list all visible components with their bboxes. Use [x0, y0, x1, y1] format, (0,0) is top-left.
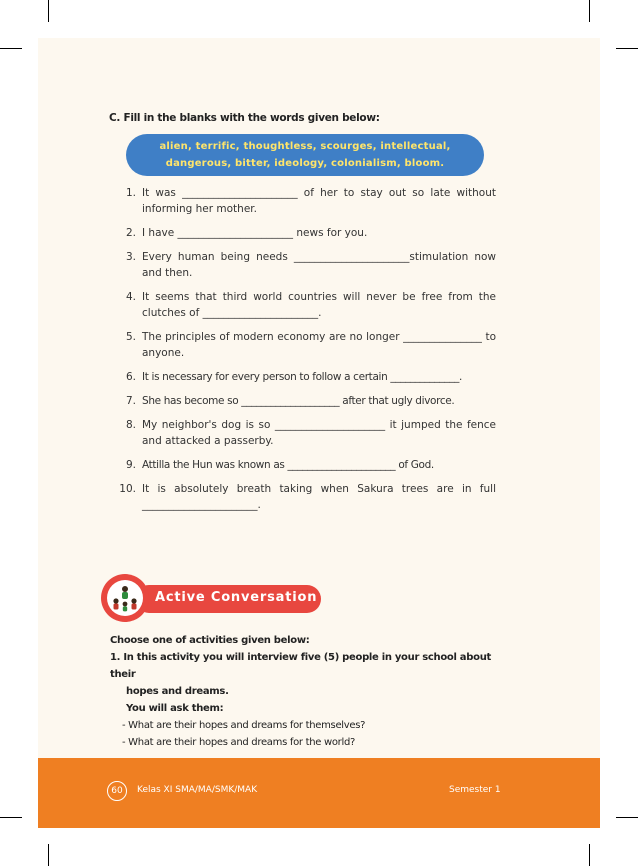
item-number: 7. [125, 395, 136, 407]
item-text: My neighbor's dog is so _____________________ it jumped the fence and attacked a passerby. [142, 419, 496, 447]
book-title: Kelas XI SMA/MA/SMK/MAK [137, 785, 258, 795]
item-text: Every human being needs ______________________stimulation now and then. [142, 251, 496, 279]
crop-mark [616, 48, 638, 49]
item-number: 9. [125, 459, 136, 471]
active-conversation-banner [135, 585, 321, 613]
semester-label: Semester 1 [449, 785, 501, 795]
item-number: 8. [125, 419, 136, 431]
item-number: 5. [125, 331, 136, 343]
question-1: - What are their hopes and dreams for themselves? [122, 720, 366, 731]
section-c-title: C. Fill in the blanks with the words given below: [109, 112, 380, 124]
choose-line: Choose one of activities given below: [110, 635, 310, 646]
list-item [114, 457, 496, 473]
conversation-instructions [110, 632, 502, 751]
list-item [114, 417, 496, 449]
item-text: She has become so ____________________ after that ugly divorce. [142, 395, 455, 407]
active-conversation-title: Active Conversation [155, 590, 318, 605]
active-conversation-badge [101, 574, 149, 622]
exercise-list [114, 185, 496, 521]
activity-1: 1. In this activity you will interview five (5) people in your school about their [110, 652, 491, 680]
crop-mark [48, 0, 49, 22]
item-text: The principles of modern economy are no longer _______________ to anyone. [142, 331, 496, 359]
list-item [114, 185, 496, 217]
item-text: It was ______________________ of her to stay out so late without informing her mother. [142, 187, 496, 215]
list-item [114, 393, 496, 409]
crop-mark [48, 844, 49, 866]
activity-1-cont: hopes and dreams. [126, 686, 229, 697]
crop-mark [589, 0, 590, 22]
item-number: 3. [125, 251, 136, 263]
list-item [114, 481, 496, 513]
question-2: - What are their hopes and dreams for the world? [122, 737, 356, 748]
list-item [114, 249, 496, 281]
list-item [114, 369, 496, 385]
page-number: 60 [107, 781, 127, 801]
list-item [114, 329, 496, 361]
item-text: Attilla the Hun was known as ______________________ of God. [142, 459, 434, 471]
item-number: 2. [125, 227, 136, 239]
word-bank-line-2: dangerous, bitter, ideology, colonialism, bloom. [165, 158, 445, 169]
ask-line: You will ask them: [126, 703, 224, 714]
item-number: 1. [125, 187, 136, 199]
list-item [114, 289, 496, 321]
crop-mark [0, 817, 22, 818]
list-item [114, 225, 496, 241]
item-text: I have ______________________ news for you. [142, 227, 368, 239]
item-text: It seems that third world countries will never be free from the clutches of ______________________. [142, 291, 496, 319]
crop-mark [616, 817, 638, 818]
item-number: 4. [125, 291, 136, 303]
item-text: It is absolutely breath taking when Sakura trees are in full ______________________. [142, 483, 496, 511]
word-bank-box [126, 134, 484, 176]
item-number: 6. [125, 371, 136, 383]
item-number: 10. [119, 483, 136, 495]
crop-mark [589, 844, 590, 866]
badge-inner [107, 580, 143, 616]
item-text: It is necessary for every person to follow a certain ______________. [142, 371, 462, 383]
people-talking-icon [107, 580, 143, 616]
word-bank-line-1: alien, terrific, thoughtless, scourges, intellectual, [159, 141, 451, 152]
crop-mark [0, 48, 22, 49]
